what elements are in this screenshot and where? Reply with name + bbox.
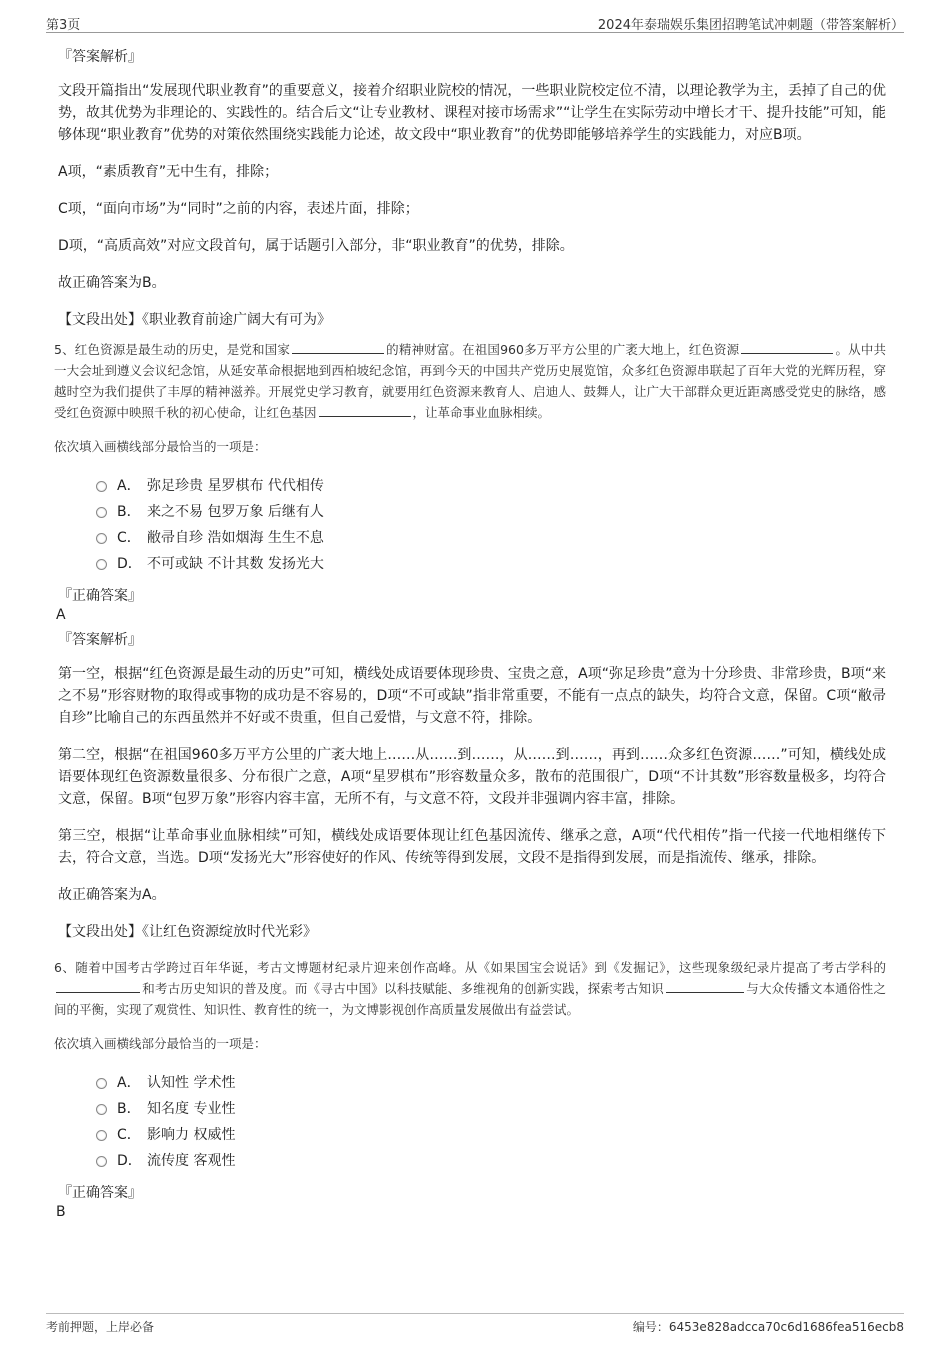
analysis-paragraph: C项，“面向市场”为“同时”之前的内容，表述片面，排除； xyxy=(58,201,419,217)
analysis-paragraph: D项，“高质高效”对应文段首句，属于话题引入部分，非“职业教育”的优势，排除。 xyxy=(58,238,574,254)
fill-blank xyxy=(319,404,411,417)
radio-icon[interactable] xyxy=(96,481,107,492)
page-header xyxy=(46,12,904,33)
answer-label: 『正确答案』 xyxy=(58,588,142,604)
option-b[interactable]: B． 来之不易 包罗万象 后继有人 xyxy=(96,499,886,525)
option-b[interactable]: B． 知名度 专业性 xyxy=(96,1096,886,1122)
correct-answer: A xyxy=(56,607,66,623)
radio-icon[interactable] xyxy=(96,1104,107,1115)
analysis-label: 『答案解析』 xyxy=(58,49,142,65)
answer-label: 『正确答案』 xyxy=(58,1185,142,1201)
analysis-paragraph: 第三空，根据“让革命事业血脉相续”可知，横线处成语要体现让红色基因流传、继承之意，A项“代代相传”指一代接一代地相继传下去，符合文意，当选。D项“发扬光大”形容使好的作风、传统等得到发展，文段不是指得到发展，而是指流传、继承，排除。 xyxy=(58,828,886,866)
option-c[interactable]: C． 影响力 权威性 xyxy=(96,1122,886,1148)
question-6-options xyxy=(96,1070,886,1174)
option-d[interactable]: D． 流传度 客观性 xyxy=(96,1148,886,1174)
fill-blank xyxy=(741,341,833,354)
fill-blank xyxy=(56,980,140,993)
page-footer xyxy=(46,1313,904,1338)
correct-answer: B xyxy=(56,1204,66,1220)
fill-blank xyxy=(292,341,384,354)
analysis-label: 『答案解析』 xyxy=(58,632,142,648)
radio-icon[interactable] xyxy=(96,1078,107,1089)
option-c[interactable]: C． 敝帚自珍 浩如烟海 生生不息 xyxy=(96,525,886,551)
main-content xyxy=(54,40,886,1226)
document-title: 2024年泰瑞娱乐集团招聘笔试冲刺题（带答案解析） xyxy=(597,18,904,33)
analysis-paragraph: 文段开篇指出“发展现代职业教育”的重要意义，接着介绍职业院校的情况，一些职业院校定位不清，以理论教学为主，丢掉了自己的优势，故其优势为非理论的、实践性的。结合后文“让专业教材、课程对接市场需求”“让学生在实际劳动中增长才干、提升技能”可知，能够体现“职业教育”优势的对策依然围绕实践能力论述，故文段中“职业教育”的优势即能够培养学生的实践能力，对应B项。 xyxy=(58,83,886,143)
analysis-paragraph: 第二空，根据“在祖国960多万平方公里的广袤大地上……从……到……，从……到……，再到……众多红色资源……”可知，横线处成语要体现红色资源数量很多、分布很广之意，A项“星罗棋布”形容数量众多，散布的范围很广，D项“不计其数”形容数量极多，均符合文意，保留。B项“包罗万象”形容内容丰富，无所不有，与文意不符，文段并非强调内容丰富，排除。 xyxy=(58,747,886,807)
question-6-text: 6、随着中国考古学跨过百年华诞，考古文博题材纪录片迎来创作高峰。从《如果国宝会说话》到《发掘记》，这些现象级纪录片提高了考古学科的和考古历史知识的普及度。而《寻古中国》以科技赋能、多维视角的创新实践，探索考古知识 与大众传播文本通俗性之间的平衡，实现了观赏性、知识性、教育性的统一，为文博影视创作高质量发展做出有益尝试。 xyxy=(54,960,886,1017)
analysis-paragraph: 第一空，根据“红色资源是最生动的历史”可知，横线处成语要体现珍贵、宝贵之意，A项“弥足珍贵”意为十分珍贵、非常珍贵，B项“来之不易”形容财物的取得或事物的成功是不容易的，D项“不可或缺”指非常重要，不能有一点点的缺失，均符合文意，保留。C项“敝帚自珍”比喻自己的东西虽然并不好或不贵重，但自己爱惜，与文意不符，排除。 xyxy=(58,666,886,726)
option-a[interactable]: A． 弥足珍贵 星罗棋布 代代相传 xyxy=(96,473,886,499)
radio-icon[interactable] xyxy=(96,1156,107,1167)
footer-slogan: 考前押题，上岸必备 xyxy=(46,1320,155,1334)
passage-source: 【文段出处】《让红色资源绽放时代光彩》 xyxy=(58,924,317,940)
radio-icon[interactable] xyxy=(96,507,107,518)
analysis-conclusion: 故正确答案为A。 xyxy=(58,887,166,903)
document-code: 编号：6453e828adcca70c6d1686fea516ecb8 xyxy=(632,1320,904,1334)
analysis-conclusion: 故正确答案为B。 xyxy=(58,275,166,291)
option-d[interactable]: D． 不可或缺 不计其数 发扬光大 xyxy=(96,551,886,577)
question-5-options xyxy=(96,473,886,577)
question-instruction: 依次填入画横线部分最恰当的一项是： xyxy=(54,439,267,454)
fill-blank xyxy=(666,980,744,993)
analysis-paragraph: A项，“素质教育”无中生有，排除； xyxy=(58,164,279,180)
page-number: 第3页 xyxy=(46,18,81,33)
radio-icon[interactable] xyxy=(96,559,107,570)
question-5-text: 5、红色资源是最生动的历史，是党和国家 的精神财富。在祖国960多万平方公里的广袤大地上，红色资源 。从中共一大会址到遵义会议纪念馆，从延安革命根据地到西柏坡纪念馆，再到今天的中国共产党历史展览馆，众多红色资源串联起了百年大党的光辉历程，穿越时空为我们提供了丰厚的精神滋养。开展党史学习教育，就要用红色资源来教育人、启迪人、鼓舞人，让广大干部群众更近距离感受党史的脉络，感受红色资源中映照千秋的初心使命，让红色基因 ，让革命事业血脉相续。 xyxy=(54,342,886,420)
option-a[interactable]: A． 认知性 学术性 xyxy=(96,1070,886,1096)
radio-icon[interactable] xyxy=(96,533,107,544)
passage-source: 【文段出处】《职业教育前途广阔大有可为》 xyxy=(58,312,331,328)
radio-icon[interactable] xyxy=(96,1130,107,1141)
question-instruction: 依次填入画横线部分最恰当的一项是： xyxy=(54,1036,267,1051)
